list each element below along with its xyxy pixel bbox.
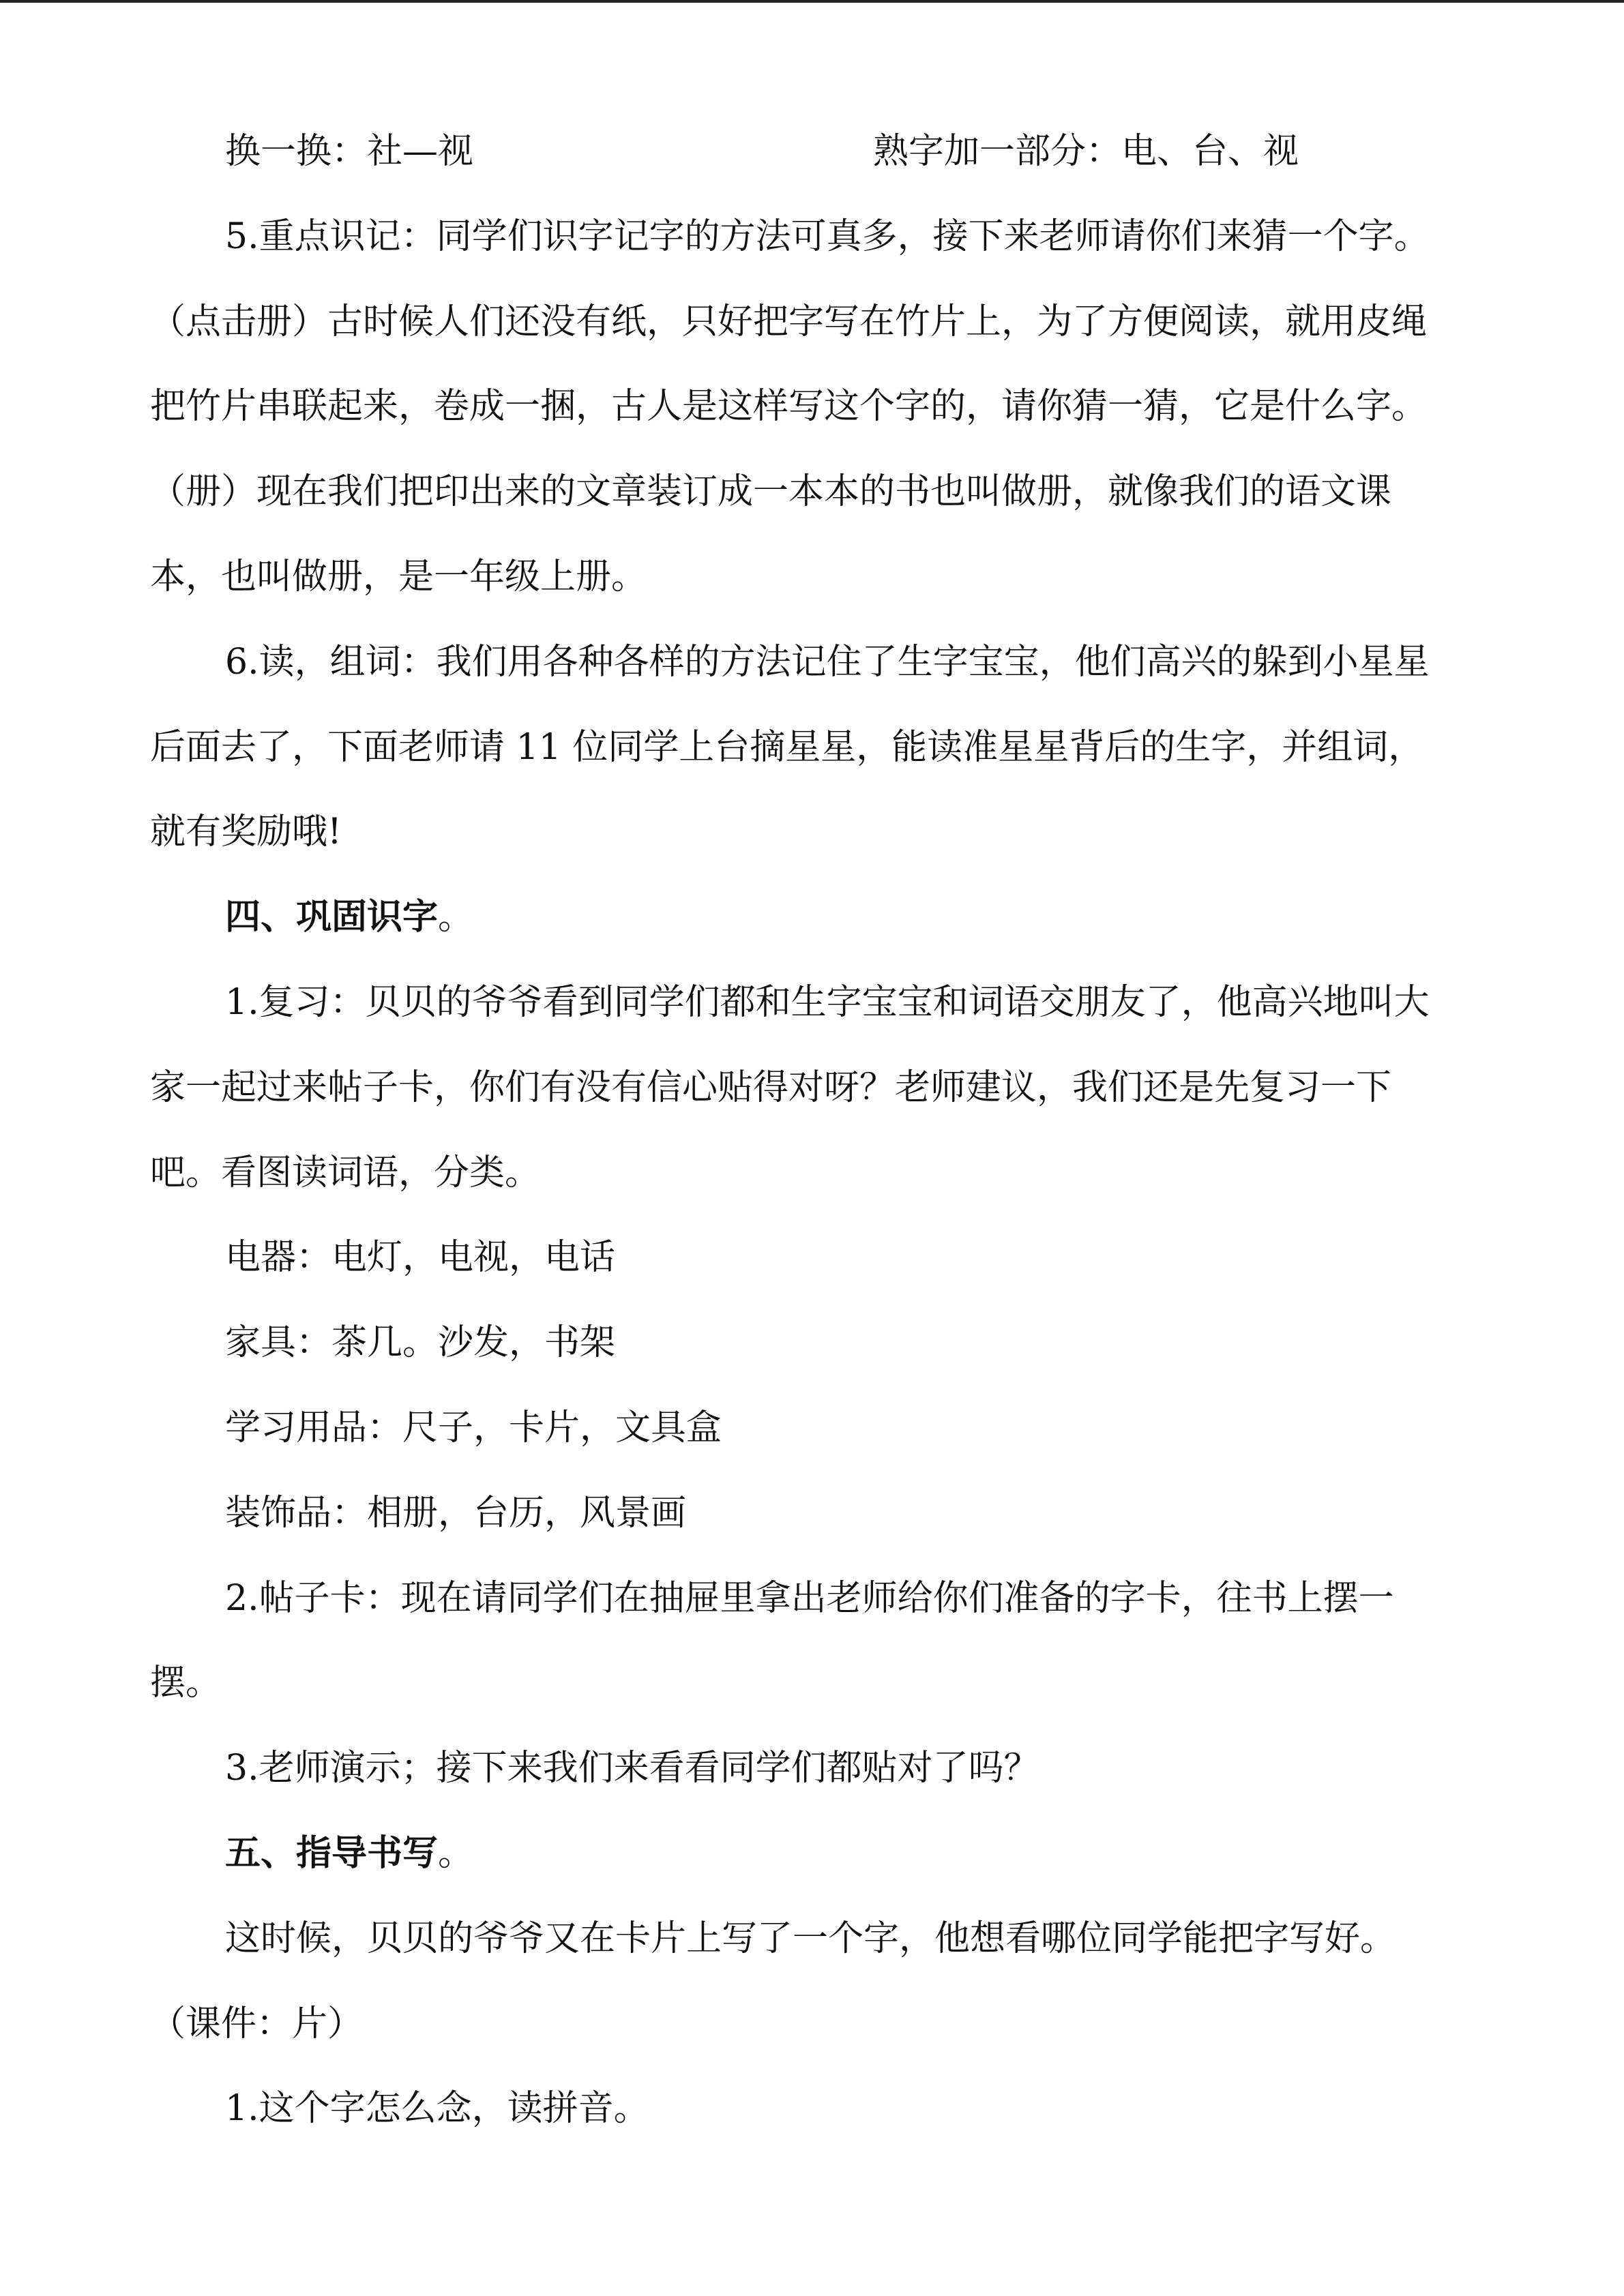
- section-heading-writing-punct: 。: [438, 1832, 474, 1874]
- category-appliances: 电器：电灯，电视，电话: [225, 1237, 616, 1279]
- document-page: [150, 109, 1487, 2151]
- paragraph-5-line-1: 5.重点识记：同学们识字记字的方法可真多，接下来老师请你们来猜一个字。: [225, 215, 1430, 257]
- section-heading-writing: [150, 1811, 1487, 1896]
- section-heading-consolidate-punct: 。: [438, 897, 474, 938]
- category-furniture: 家具：茶几。沙发，书架: [225, 1322, 616, 1364]
- section-heading-writing-text: 五、指导书写: [225, 1832, 439, 1874]
- paragraph-6-line-2: 后面去了，下面老师请 11 位同学上台摘星星，能读准星星背后的生字，并组词，: [150, 726, 1424, 768]
- demo-paragraph: 3.老师演示；接下来我们来看看同学们都贴对了吗？: [225, 1748, 1039, 1789]
- paragraph-6-line-3: 就有奖励哦!: [150, 811, 342, 853]
- review-paragraph-line-2: 家一起过来帖子卡，你们有没有信心贴得对呀？老师建议，我们还是先复习一下: [150, 1067, 1392, 1108]
- card-paragraph-line-1: 2.帖子卡：现在请同学们在抽屉里拿出老师给你们准备的字卡，往书上摆一: [225, 1577, 1394, 1619]
- paragraph-5-line-3: 把竹片串联起来，卷成一捆，古人是这样写这个字的，请你猜一猜，它是什么字。: [150, 386, 1428, 428]
- writing-paragraph-line-1: 这时候，贝贝的爷爷又在卡片上写了一个字，他想看哪位同学能把字写好。: [225, 1918, 1396, 1959]
- review-paragraph-line-3: 吧。看图读词语，分类。: [150, 1152, 541, 1193]
- page-top-border: [0, 0, 1624, 3]
- section-heading-consolidate: [150, 875, 1487, 960]
- paragraph-5-line-4: （册）现在我们把印出来的文章装订成一本本的书也叫做册，就像我们的语文课: [150, 471, 1392, 513]
- add-component-text: 熟字加一部分：电、台、视: [873, 131, 1299, 172]
- section-heading-consolidate-text: 四、巩固识字: [225, 896, 439, 938]
- substitution-text: 换一换：社—视: [225, 131, 474, 172]
- category-decorations: 装饰品：相册，台历，风景画: [225, 1492, 687, 1534]
- category-school-supplies: 学习用品：尺子，卡片，文具盒: [225, 1407, 722, 1448]
- substitution-row: [150, 109, 1487, 194]
- review-paragraph-line-1: 1.复习：贝贝的爷爷看到同学们都和生字宝宝和词语交朋友了，他高兴地叫大: [225, 981, 1430, 1023]
- paragraph-5-line-5: 本，也叫做册，是一年级上册。: [150, 556, 647, 597]
- read-pinyin-paragraph: 1.这个字怎么念，读拼音。: [225, 2088, 649, 2130]
- card-paragraph-line-2: 摆。: [150, 1663, 222, 1704]
- paragraph-6-line-1: 6.读，组词：我们用各种各样的方法记住了生字宝宝，他们高兴的躲到小星星: [225, 641, 1430, 683]
- paragraph-5-line-2: （点击册）古时候人们还没有纸，只好把字写在竹片上，为了方便阅读，就用皮绳: [150, 301, 1428, 342]
- writing-paragraph-line-2: （课件：片）: [150, 2003, 364, 2044]
